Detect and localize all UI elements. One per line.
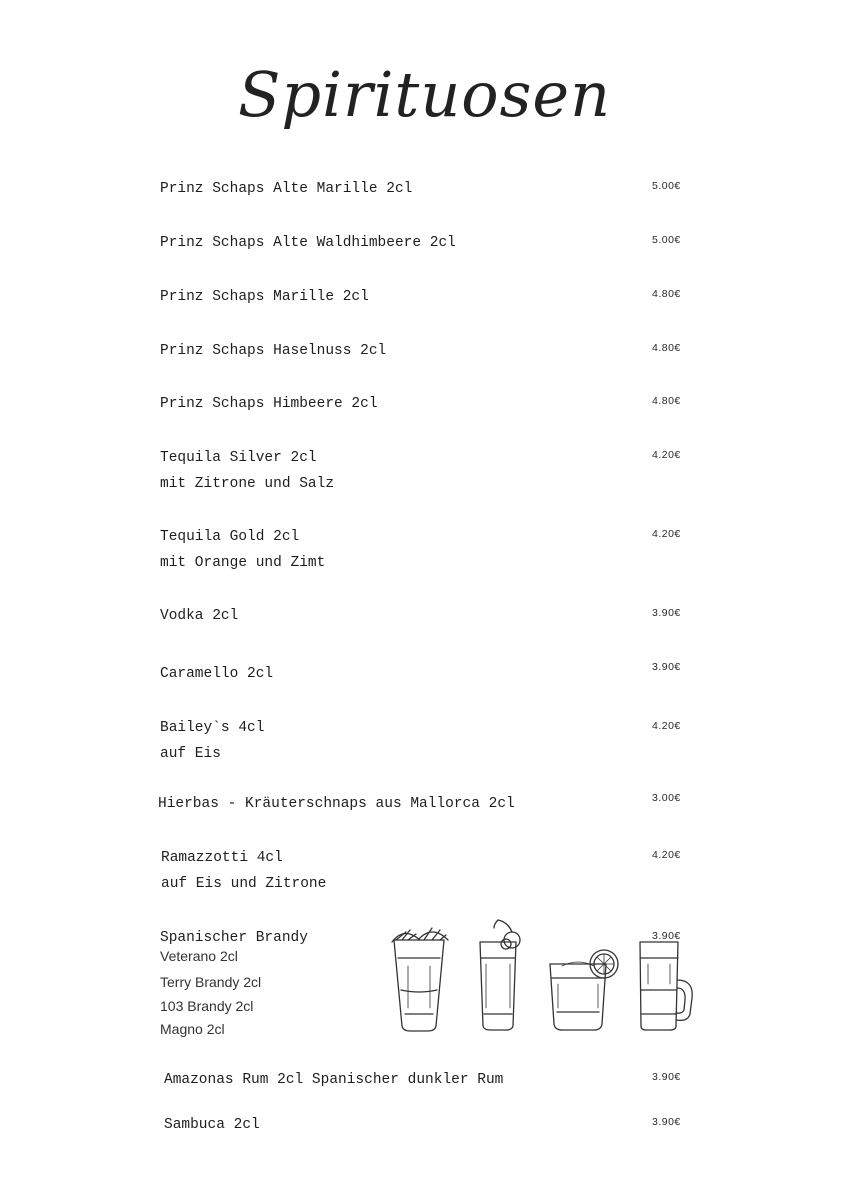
item-description: auf Eis bbox=[160, 746, 221, 762]
menu-item bbox=[160, 929, 308, 1038]
menu-item bbox=[160, 234, 456, 252]
item-name: Prinz Schaps Alte Marille 2cl bbox=[160, 181, 413, 197]
item-price: 3.90€ bbox=[652, 661, 681, 673]
item-price: 3.00€ bbox=[652, 792, 681, 804]
menu-item bbox=[160, 342, 386, 360]
item-description: auf Eis und Zitrone bbox=[161, 876, 327, 892]
beer-mug-icon bbox=[640, 942, 692, 1030]
item-name: Prinz Schaps Himbeere 2cl bbox=[160, 396, 378, 412]
menu-item bbox=[160, 528, 325, 572]
item-price: 5.00€ bbox=[652, 234, 681, 246]
menu-item bbox=[158, 795, 515, 813]
item-name: Amazonas Rum 2cl Spanischer dunkler Rum bbox=[164, 1072, 504, 1088]
menu-item bbox=[160, 719, 264, 763]
highball-cherry-icon bbox=[480, 920, 520, 1030]
item-name: Spanischer Brandy bbox=[160, 930, 308, 946]
item-price: 4.20€ bbox=[652, 449, 681, 461]
item-name: Bailey`s 4cl bbox=[160, 720, 265, 736]
menu-item bbox=[160, 180, 412, 198]
brandy-option: Veterano 2cl bbox=[160, 948, 238, 964]
item-price: 3.90€ bbox=[652, 607, 681, 619]
item-price: 3.90€ bbox=[652, 1116, 681, 1128]
item-price: 3.90€ bbox=[652, 930, 681, 942]
item-price: 4.80€ bbox=[652, 395, 681, 407]
menu-item bbox=[160, 288, 369, 306]
item-name: Prinz Schaps Marille 2cl bbox=[160, 289, 369, 305]
brandy-option: Magno 2cl bbox=[160, 1021, 225, 1037]
item-name: Hierbas - Kräuterschnaps aus Mallorca 2cl bbox=[158, 796, 515, 812]
tumbler-lime-icon bbox=[550, 950, 618, 1030]
menu-item bbox=[160, 449, 334, 493]
brandy-option: 103 Brandy 2cl bbox=[160, 998, 254, 1014]
item-name: Ramazzotti 4cl bbox=[161, 850, 283, 866]
item-name: Caramello 2cl bbox=[160, 666, 274, 682]
brandy-option: Terry Brandy 2cl bbox=[160, 974, 262, 990]
item-price: 4.20€ bbox=[652, 528, 681, 540]
item-name: Tequila Silver 2cl bbox=[160, 450, 317, 466]
menu-item bbox=[161, 849, 326, 893]
item-description: mit Zitrone und Salz bbox=[160, 476, 335, 492]
item-price: 4.80€ bbox=[652, 288, 681, 300]
menu-item bbox=[160, 665, 273, 683]
item-price: 4.80€ bbox=[652, 342, 681, 354]
item-name: Prinz Schaps Haselnuss 2cl bbox=[160, 343, 387, 359]
menu-item bbox=[160, 395, 378, 413]
item-price: 4.20€ bbox=[652, 720, 681, 732]
item-name: Vodka 2cl bbox=[160, 608, 239, 624]
item-price: 3.90€ bbox=[652, 1071, 681, 1083]
menu-item bbox=[160, 607, 238, 625]
menu-item bbox=[164, 1116, 260, 1134]
page-title: Spirituosen bbox=[237, 58, 612, 131]
item-price: 4.20€ bbox=[652, 849, 681, 861]
item-name: Tequila Gold 2cl bbox=[160, 529, 300, 545]
menu-item bbox=[164, 1071, 503, 1089]
item-description: mit Orange und Zimt bbox=[160, 555, 326, 571]
item-name: Prinz Schaps Alte Waldhimbeere 2cl bbox=[160, 235, 456, 251]
shot-glass-lemon-icon bbox=[392, 928, 448, 1031]
drinks-illustration bbox=[388, 918, 698, 1043]
item-name: Sambuca 2cl bbox=[164, 1117, 260, 1133]
item-price: 5.00€ bbox=[652, 180, 681, 192]
